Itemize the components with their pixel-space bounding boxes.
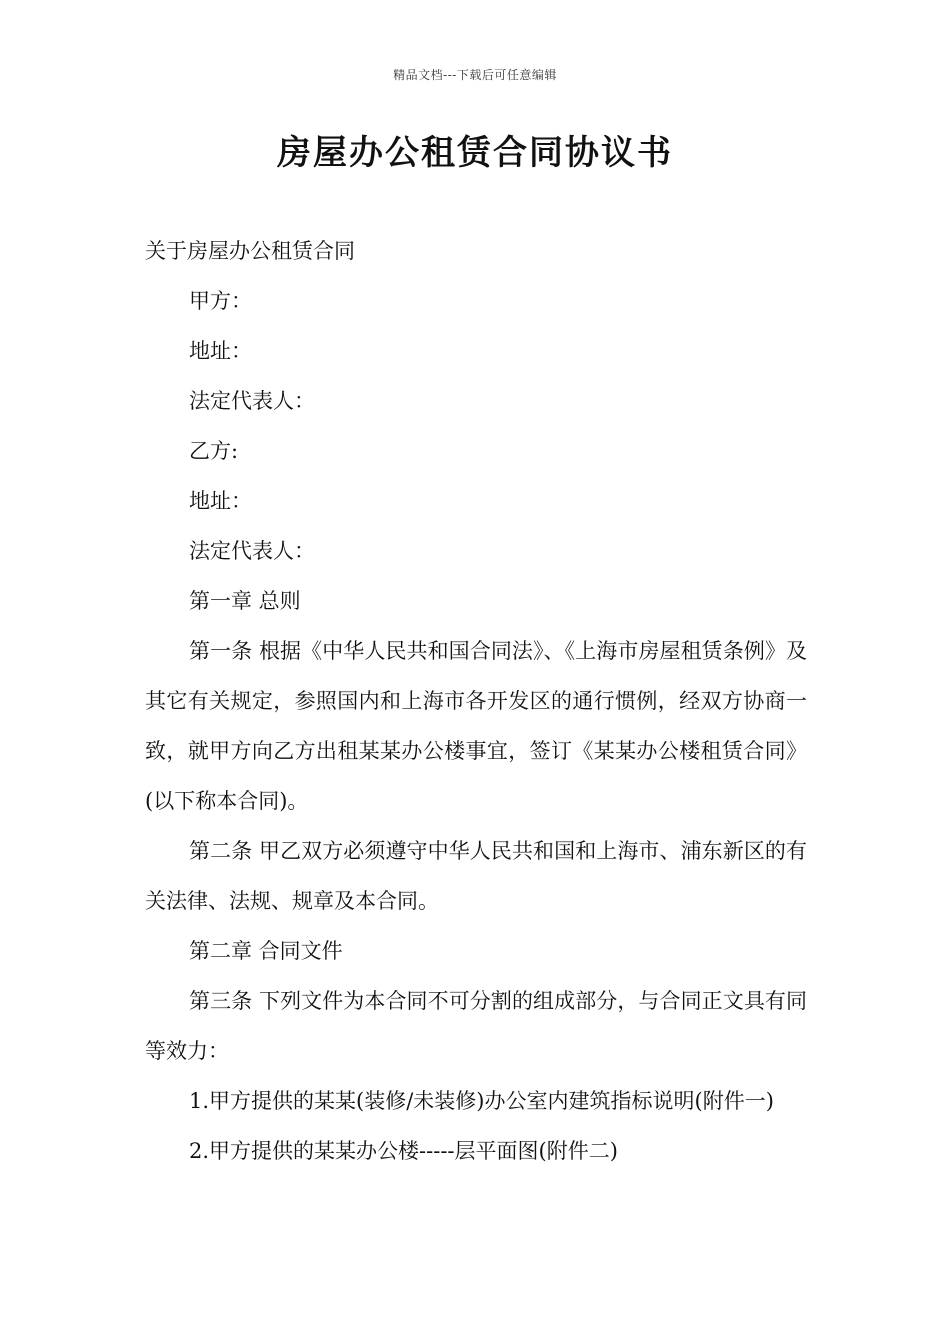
article-2: 第二条 甲乙双方必须遵守中华人民共和国和上海市、浦东新区的有关法律、法规、规章及本合同。 [145,839,807,913]
paragraph-party-a: 甲方： [189,289,252,313]
paragraph-party-b: 乙方: [189,439,239,463]
paragraph-party-b-representative: 法定代表人： [189,539,315,563]
chapter-heading-1: 第一章 总则 [189,589,301,613]
paragraph-subject: 关于房屋办公租赁合同 [145,239,355,263]
list-item-2: 2.甲方提供的某某办公楼-----层平面图(附件二) [189,1139,618,1163]
document-title: 房屋办公租赁合同协议书 [277,133,673,173]
article-1: 第一条 根据《中华人民共和国合同法》、《上海市房屋租赁条例》及其它有关规定，参照国内和上海市各开发区的通行惯例，经双方协商一致，就甲方向乙方出租某某办公楼事宜，签订《某某办公楼租赁合同》(以下称本合同)。 [145,639,807,813]
list-item-1: 1.甲方提供的某某(装修/未装修)办公室内建筑指标说明(附件一) [189,1089,774,1113]
paragraph-party-a-representative: 法定代表人： [189,389,315,413]
article-3: 第三条 下列文件为本合同不可分割的组成部分，与合同正文具有同等效力： [145,989,807,1063]
chapter-heading-2: 第二章 合同文件 [189,939,343,963]
paragraph-party-a-address: 地址： [189,339,252,363]
document-body [145,226,807,1176]
paragraph-party-b-address: 地址： [189,489,252,513]
header-note: 精品文档---下载后可任意编辑 [393,68,557,82]
